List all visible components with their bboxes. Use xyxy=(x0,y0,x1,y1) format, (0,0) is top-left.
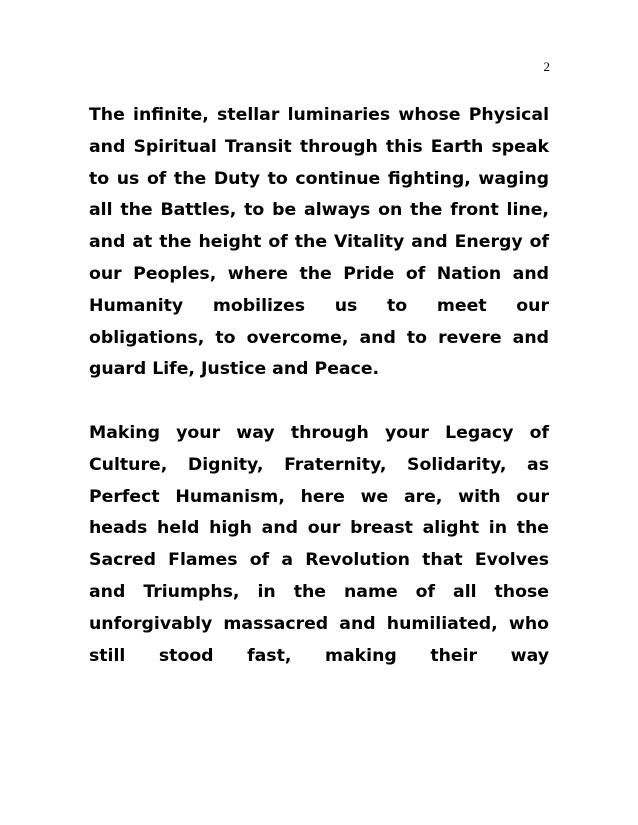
page-number: 2 xyxy=(543,59,550,74)
body-text xyxy=(89,100,549,672)
paragraph-2: Making your way through your Legacy of Culture, Dignity, Fraternity, Solidarity, as Perfect Humanism, here we are, with our heads held high and our breast alight in the Sacred Flames of a Revolution that Evolves and Triumphs, in the name of all those unforgivably massacred and humiliated, who still stood fast, making their way xyxy=(89,422,549,666)
paragraph-1: The infinite, stellar luminaries whose Physical and Spiritual Transit through this Earth speak to us of the Duty to continue fighting, waging all the Battles, to be always on the front line, and at the height of the Vitality and Energy of our Peoples, where the Pride of Nation and Humanity mobilizes us to meet our obligations, to overcome, and to revere and guard Life, Justice and Peace. xyxy=(89,105,549,380)
